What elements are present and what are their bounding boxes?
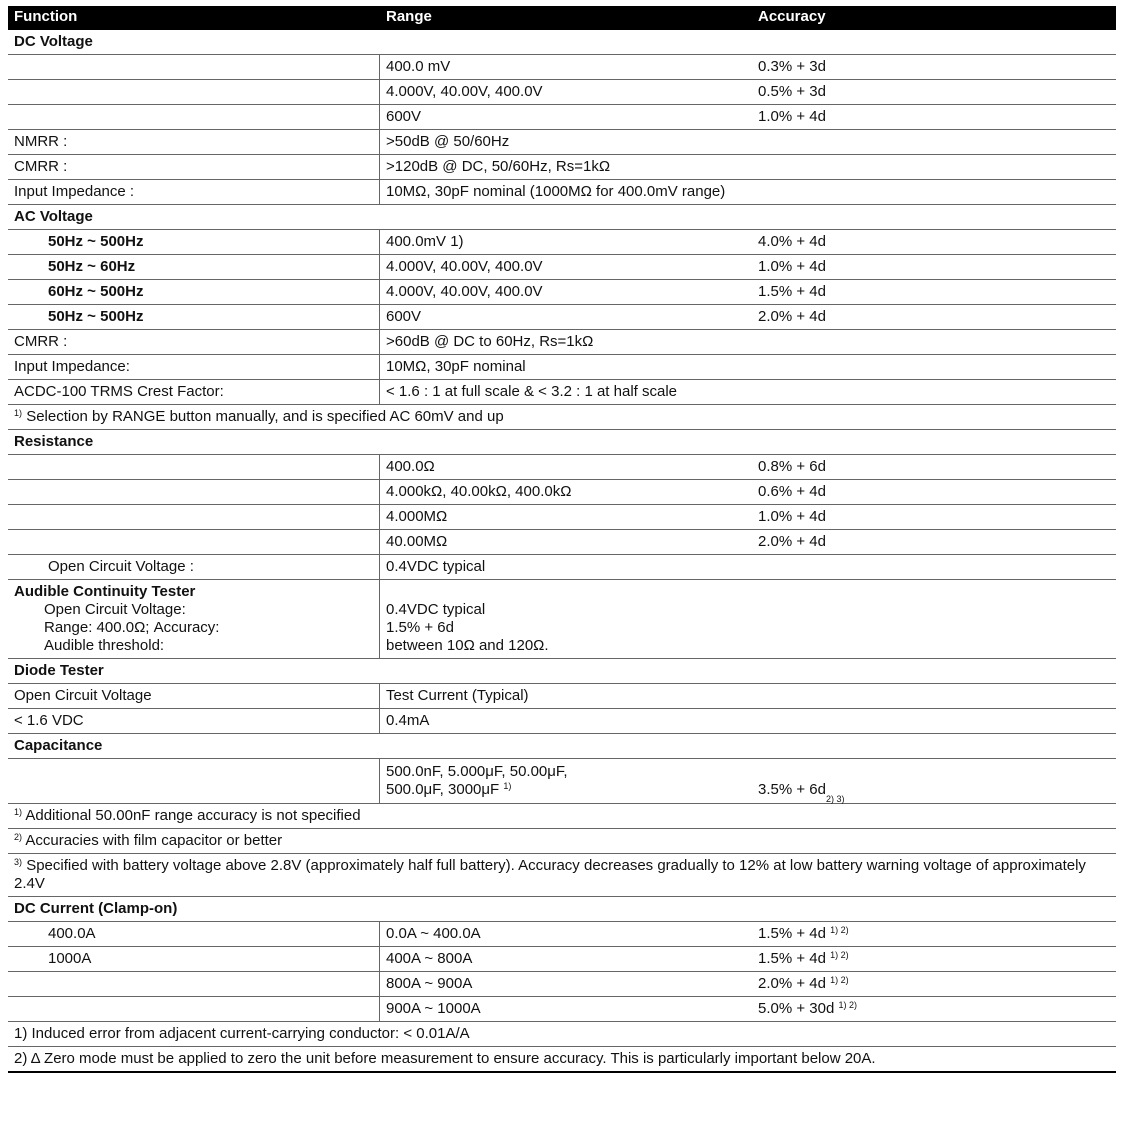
footnote-text: Specified with battery voltage above 2.8V (approximately half full battery). Accuracy decreases gradually to 12% at low battery warning voltage of approximately 2.4V [14, 857, 1086, 892]
footnote-mark: 1) 2) [830, 950, 849, 960]
accuracy-cell: 1.5% + 4d [758, 283, 826, 300]
table-row [8, 380, 1116, 405]
footnote-mark: 1) [14, 408, 23, 418]
footnote-text: 2) Δ Zero mode must be applied to zero the unit before measurement to ensure accuracy. This is particularly important below 20A. [14, 1050, 876, 1067]
section-title: Diode Tester [14, 662, 104, 679]
table-row [8, 947, 1116, 972]
header-accuracy: Accuracy [758, 8, 826, 25]
range-cell: 4.000V, 40.00V, 400.0V [386, 83, 543, 100]
label-cell: CMRR : [8, 330, 380, 354]
label-cell: ACDC-100 TRMS Crest Factor: [8, 380, 380, 404]
label-cell: Range: 400.0Ω; Accuracy: [44, 619, 220, 636]
section-diode [8, 659, 1116, 684]
table-header [8, 6, 1116, 30]
section-title: Audible Continuity Tester [14, 583, 196, 600]
footnote-row [8, 1047, 1116, 1073]
frequency-cell: 50Hz ~ 500Hz [8, 230, 380, 254]
accuracy-cell: 2.0% + 4d [758, 308, 826, 325]
section-title: Capacitance [14, 737, 103, 754]
value-cell: 0.4mA [386, 712, 430, 729]
section-title: DC Current (Clamp-on) [14, 900, 178, 917]
label-cell: Open Circuit Voltage: [44, 601, 186, 618]
table-row [8, 255, 1116, 280]
table-row [8, 130, 1116, 155]
footnote-text: Accuracies with film capacitor or better [25, 832, 283, 849]
table-row [8, 105, 1116, 130]
table-row [8, 155, 1116, 180]
label-cell: Open Circuit Voltage [8, 684, 380, 708]
range-cell: 40.00MΩ [386, 533, 448, 550]
label-cell: Open Circuit Voltage : [8, 555, 380, 579]
range-cell: 500.0nF, 5.000μF, 50.00μF, [386, 763, 568, 780]
footnote-text: 1) Induced error from adjacent current-carrying conductor: < 0.01A/A [14, 1025, 470, 1042]
header-function: Function [14, 8, 78, 25]
footnote-row [8, 829, 1116, 854]
range-cell: 4.000MΩ [386, 508, 448, 525]
footnote-mark: 1) 2) [830, 975, 849, 985]
range-cell: 4.000V, 40.00V, 400.0V [386, 258, 543, 275]
accuracy-cell: 1.5% + 4d [758, 950, 826, 967]
function-cell [8, 997, 380, 1021]
accuracy-cell: 1.0% + 4d [758, 258, 826, 275]
frequency-cell: 50Hz ~ 60Hz [8, 255, 380, 279]
footnote-mark: 1) 2) [838, 1000, 857, 1010]
footnote-row [8, 405, 1116, 430]
value-cell: 0.4VDC typical [386, 558, 486, 575]
section-resistance [8, 430, 1116, 455]
accuracy-cell: 5.0% + 30d [758, 1000, 835, 1017]
section-ac-voltage [8, 205, 1116, 230]
footnote-mark: 2) [14, 832, 23, 842]
header-range: Range [386, 8, 432, 25]
accuracy-cell: 3.5% + 6d [758, 781, 826, 798]
value-cell: >50dB @ 50/60Hz [386, 133, 510, 150]
table-row [8, 684, 1116, 709]
value-cell: between 10Ω and 120Ω. [386, 637, 549, 654]
footnote-row [8, 854, 1116, 897]
spec-table [8, 6, 1116, 1073]
table-row [8, 355, 1116, 380]
section-capacitance [8, 734, 1116, 759]
footnote-row [8, 804, 1116, 829]
function-cell: 400.0A [8, 922, 380, 946]
frequency-cell: 50Hz ~ 500Hz [8, 305, 380, 329]
table-row [8, 230, 1116, 255]
table-row: 500.0nF, 5.000μF, 50.00μF, 500.0μF, 3000μF $^{1)}$ 3.5% + 6d 2) 3) [8, 759, 1116, 804]
range-cell: 600V [386, 108, 422, 125]
section-dc-current [8, 897, 1116, 922]
accuracy-cell: 0.8% + 6d [758, 458, 826, 475]
accuracy-cell: 1.0% + 4d [758, 108, 826, 125]
footnote-mark: 1) [503, 781, 512, 791]
function-cell [8, 972, 380, 996]
range-cell: 400A ~ 800A [386, 950, 473, 967]
accuracy-cell: 2.0% + 4d [758, 533, 826, 550]
range-cell: 4.000kΩ, 40.00kΩ, 400.0kΩ [386, 483, 572, 500]
accuracy-cell: 2.0% + 4d [758, 975, 826, 992]
label-cell: Audible threshold: [44, 637, 165, 654]
table-row [8, 997, 1116, 1022]
accuracy-cell: 1.5% + 4d [758, 925, 826, 942]
range-cell: 400.0 mV [386, 58, 451, 75]
table-row [8, 280, 1116, 305]
footnote-text: Selection by RANGE button manually, and is specified AC 60mV and up [26, 408, 504, 425]
label-cell: NMRR : [8, 130, 380, 154]
label-cell: < 1.6 VDC [8, 709, 380, 733]
value-cell: >120dB @ DC, 50/60Hz, Rs=1kΩ [386, 158, 611, 175]
footnote-row [8, 1022, 1116, 1047]
table-row [8, 80, 1116, 105]
accuracy-cell: 4.0% + 4d [758, 233, 826, 250]
range-cell: 500.0μF, 3000μF [386, 781, 500, 798]
table-row [8, 330, 1116, 355]
table-row [8, 555, 1116, 580]
value-cell: 10MΩ, 30pF nominal (1000MΩ for 400.0mV range) [386, 183, 726, 200]
accuracy-cell: 0.3% + 3d [758, 58, 826, 75]
table-row [8, 530, 1116, 555]
range-cell: 0.0A ~ 400.0A [386, 925, 481, 942]
range-cell: 800A ~ 900A [386, 975, 473, 992]
table-row [8, 972, 1116, 997]
table-row [8, 922, 1116, 947]
value-cell: Test Current (Typical) [386, 687, 529, 704]
range-cell: 400.0mV 1) [386, 233, 464, 250]
table-row [8, 55, 1116, 80]
footnote-mark: 3) [14, 857, 23, 867]
value-cell: 10MΩ, 30pF nominal [386, 358, 526, 375]
function-cell: 1000A [8, 947, 380, 971]
table-row [8, 455, 1116, 480]
range-cell: 900A ~ 1000A [386, 1000, 481, 1017]
footnote-mark: 1) 2) [830, 925, 849, 935]
table-row [8, 505, 1116, 530]
section-title: Resistance [14, 433, 94, 450]
table-row [8, 480, 1116, 505]
label-cell: Input Impedance: [8, 355, 380, 379]
footnote-mark: 1) [14, 807, 23, 817]
range-cell: 600V [386, 308, 422, 325]
section-title: DC Voltage [14, 33, 93, 50]
range-cell: 400.0Ω [386, 458, 435, 475]
table-row [8, 305, 1116, 330]
section-dc-voltage [8, 30, 1116, 55]
value-cell: 1.5% + 6d [386, 619, 454, 636]
value-cell: >60dB @ DC to 60Hz, Rs=1kΩ [386, 333, 594, 350]
footnote-text: Additional 50.00nF range accuracy is not specified [25, 807, 361, 824]
accuracy-cell: 0.6% + 4d [758, 483, 826, 500]
table-row [8, 709, 1116, 734]
value-cell: 0.4VDC typical [386, 601, 486, 618]
value-cell: < 1.6 : 1 at full scale & < 3.2 : 1 at half scale [386, 383, 678, 400]
label-cell: Input Impedance : [8, 180, 380, 204]
section-continuity [8, 580, 1116, 659]
accuracy-cell: 1.0% + 4d [758, 508, 826, 525]
accuracy-cell: 0.5% + 3d [758, 83, 826, 100]
label-cell: CMRR : [8, 155, 380, 179]
table-row [8, 180, 1116, 205]
range-cell: 4.000V, 40.00V, 400.0V [386, 283, 543, 300]
frequency-cell: 60Hz ~ 500Hz [8, 280, 380, 304]
section-title: AC Voltage [14, 208, 93, 225]
